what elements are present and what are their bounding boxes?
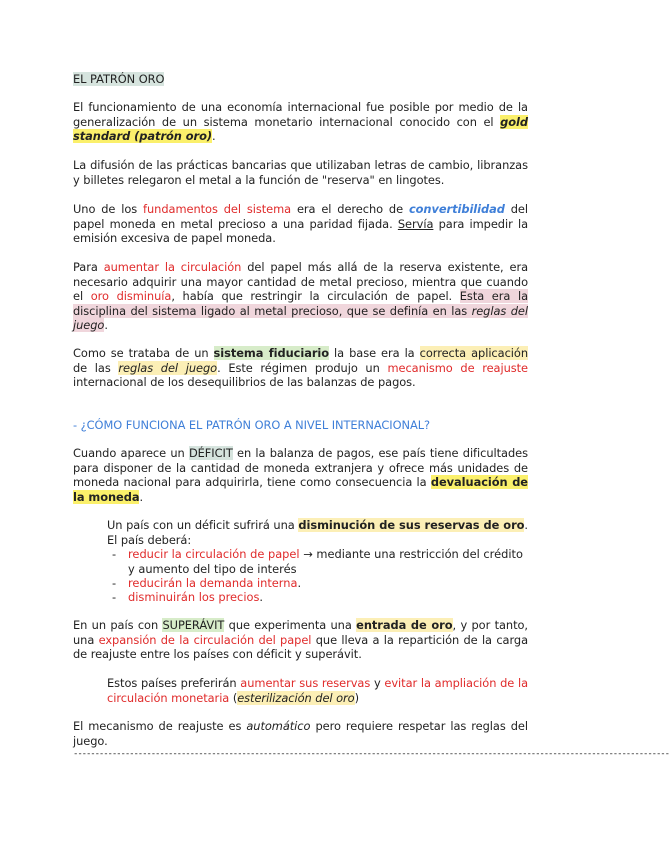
reglas-juego-term: reglas del juego (118, 360, 218, 375)
fiduciario-term: sistema fiduciario (213, 346, 330, 360)
servia-term: Servía (397, 216, 434, 231)
fundamentos-term: fundamentos del sistema (143, 202, 292, 216)
separator-line: ------------------------------------------------------------------------------------------------------------------------------------------ (73, 749, 669, 759)
correcta-aplicacion-term: correcta aplicación (419, 346, 528, 360)
oro-disminuia-term: oro disminuía (90, 289, 172, 303)
devaluacion-term: devaluación de la moneda (73, 475, 528, 504)
paragraph-automatic: El mecanismo de reajuste es automático pero requiere respetar las reglas del juego. (73, 719, 528, 748)
paragraph-superavit: En un país con SUPERÁVIT que experimenta una entrada de oro, y por tanto, una expansión de la circulación del papel que lleva a la repartición de la carga de reajuste entre los países con déficit y superávit. (73, 618, 528, 661)
evitar-ampliacion-term: evitar la ampliación de la circulación monetaria (107, 676, 528, 705)
paragraph-banking: La difusión de las prácticas bancarias que utilizaban letras de cambio, libranzas y billetes relegaron el metal a la función de "reserva" en lingotes. (73, 158, 528, 187)
reducir-circulacion-term: reducir la circulación de papel (128, 547, 300, 561)
list-item: - reducirán la demanda interna. (112, 576, 302, 590)
paragraph-preferences: Estos países preferirán aumentar sus reservas y evitar la ampliación de la circulación monetaria (esterilización del oro) (107, 676, 528, 705)
disciplina-highlight: Esta era la disciplina del sistema ligado al metal precioso, que se definía en las reglas del juego (73, 289, 528, 332)
deficit-term: DÉFICIT (188, 446, 233, 460)
expansion-term: expansión de la circulación del papel (98, 632, 312, 647)
paragraph-deficit-consequence: Un país con un déficit sufrirá una disminución de sus reservas de oro. El país deberá: (107, 518, 528, 547)
list-item: - disminuirán los precios. (112, 590, 264, 604)
gold-standard-term: gold standard (patrón oro) (73, 114, 528, 143)
paragraph-deficit: Cuando aparece un DÉFICIT en la balanza de pagos, ese país tiene dificultades para disponer de la cantidad de moneda extranjera y ofrece más unidades de moneda nacional para adquirirla, tiene como consecuencia la devaluación de la moneda. (73, 446, 528, 504)
paragraph-intro: El funcionamiento de una economía internacional fue posible por medio de la generalización de un sistema monetario internacional conocido con el gold standard (patrón oro). (73, 100, 528, 143)
mecanismo-term: mecanismo de reajuste (387, 360, 529, 375)
paragraph-circulation: Para aumentar la circulación del papel más allá de la reserva existente, era necesario adquirir una mayor cantidad de metal precioso, mientra que cuando el oro disminuía, había que restringir la circulación de papel. Esta era la disciplina del sistema ligado al metal precioso, que se definía en las reglas del juego. (73, 260, 529, 332)
convertibilidad-term: convertibilidad (408, 202, 505, 216)
esterilizacion-term: esterilización del oro (237, 690, 355, 705)
superavit-term: SUPERÁVIT (162, 618, 225, 632)
aumentar-reservas-term: aumentar sus reservas (240, 676, 371, 690)
paragraph-fiduciary: Como se trataba de un sistema fiduciario la base era la correcta aplicación de las reglas del juego. Este régimen produjo un mecanismo de reajuste internacional de los desequilibrios de las balanzas de pagos. (73, 346, 529, 389)
entrada-oro-term: entrada de oro (356, 618, 453, 632)
aumentar-term: aumentar la circulación (103, 260, 242, 274)
page-title: EL PATRÓN ORO (73, 72, 165, 86)
section-heading: - ¿CÓMO FUNCIONA EL PATRÓN ORO A NIVEL INTERNACIONAL? (73, 418, 431, 432)
disminucion-reservas-term: disminución de sus reservas de oro (298, 518, 525, 532)
list-item: - reducir la circulación de papel → mediante una restricción del crédito y aumento del tipo de interés (112, 547, 523, 576)
paragraph-convertibility: Uno de los fundamentos del sistema era el derecho de convertibilidad del papel moneda en metal precioso a una paridad fijada. Servía para impedir la emisión excesiva de papel moneda. (73, 202, 528, 245)
